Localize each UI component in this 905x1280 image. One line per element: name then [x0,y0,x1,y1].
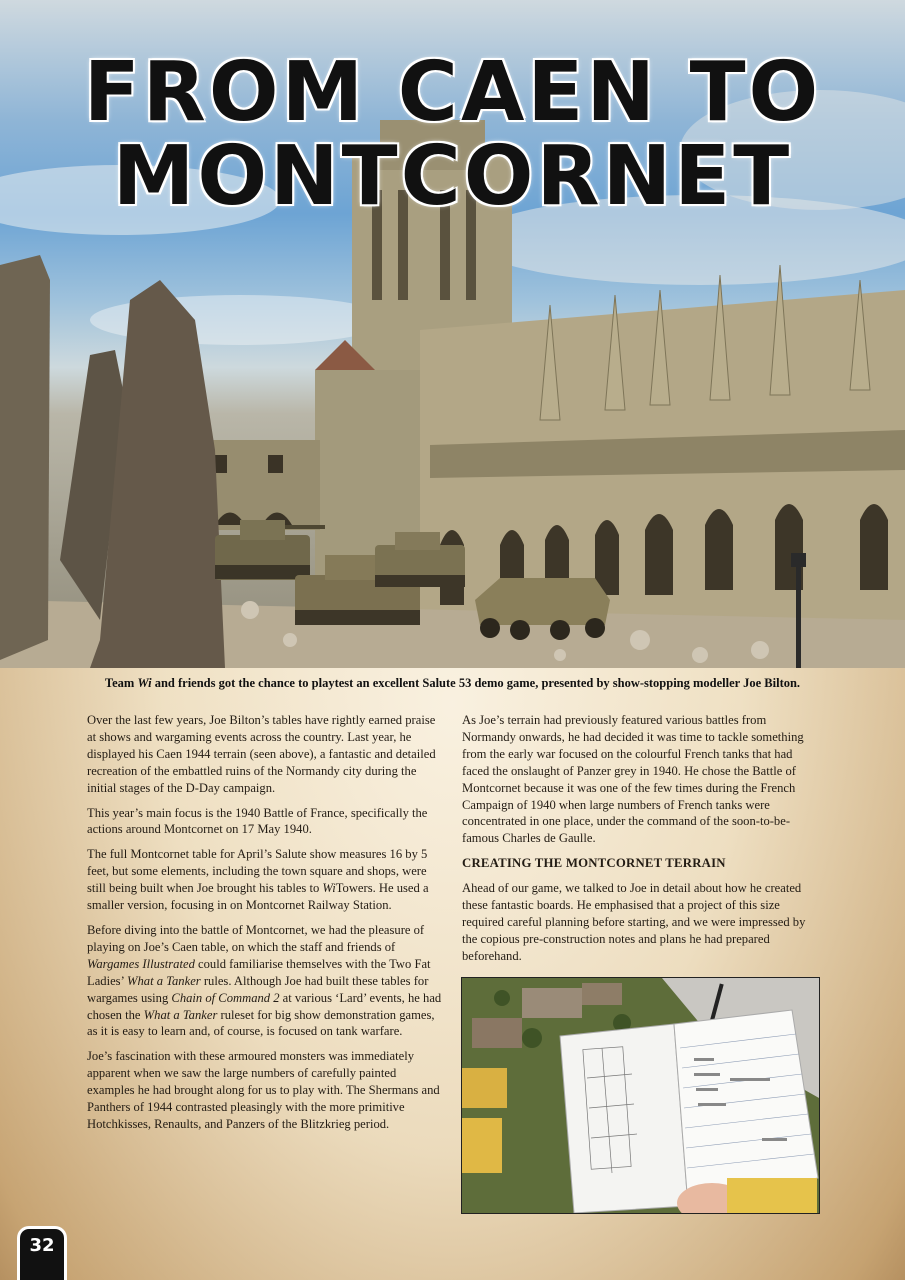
paragraph: This year’s main focus is the 1940 Battle of France, specifically the actions around Montcornet on 17 May 1940. [87,805,428,837]
paragraph: The full Montcornet table for April’s Salute show measures 16 by 5 feet, but some elements, including the town square and shops, were still being built when Joe brought his tables to WiTowers. He used a smaller version, focusing in on Montcornet Railway Station. [87,847,429,913]
headline-line-1: FROM CAEN TO [83,45,822,140]
inset-photo-planning-notebook [461,977,820,1214]
article-column-left [87,712,445,1141]
paragraph: Over the last few years, Joe Bilton’s tables have rightly earned praise at shows and wargaming events across the country. Last year, he displayed his Caen 1944 terrain (seen above), a fantastic and detailed recreation of the embattled ruins of the Normandy city during the initial stages of the D-Day campaign. [87,713,436,795]
paragraph: Joe’s fascination with these armoured monsters was immediately apparent when we saw the large numbers of carefully painted examples he had brought along for us to play with. The Shermans and Panthers of 1944 contrasted pleasingly with the more primitive Hotchkisses, Renaults, and Panzers of the Blitzkrieg period. [87,1049,440,1131]
paragraph: Ahead of our game, we talked to Joe in detail about how he created these fantastic boards. He emphasised that a project of this size required careful planning before starting, and we were impressed by the copious pre-construction notes and plans he had prepared beforehand. [462,881,806,963]
headline-line-2: MONTCORNET [112,129,793,224]
article-column-right [462,712,818,973]
hero-caption: Team Wi and friends got the chance to playtest an excellent Salute 53 demo game, presented by show-stopping modeller Joe Bilton. [104,676,801,690]
section-heading: CREATING THE MONTCORNET TERRAIN [462,856,726,871]
paragraph: Before diving into the battle of Montcornet, we had the pleasure of playing on Joe’s Caen table, on which the staff and friends of Wargames Illustrated could familiarise themselves with the Two Fat Ladies’ What a Tanker rules. Although Joe had built these tables for wargames using Chain of Command 2 at various ‘Lard’ events, he had chosen the What a Tanker ruleset for big show demonstration games, as it is easy to learn and, of course, is focused on tank warfare. [87,922,442,1039]
page-number-tab: 32 [17,1226,67,1280]
paragraph: As Joe’s terrain had previously featured various battles from Normandy onwards, he had decided it was time to tackle something from the early war focused on the colourful French tanks that had faced the onslaught of Panzer grey in 1940. He chose the Battle of Montcornet because it was one of the few times during the French Campaign of 1940 when large numbers of French tanks were concentrated in one place, under the command of the soon-to-be-famous Charles de Gaulle. [462,713,804,846]
